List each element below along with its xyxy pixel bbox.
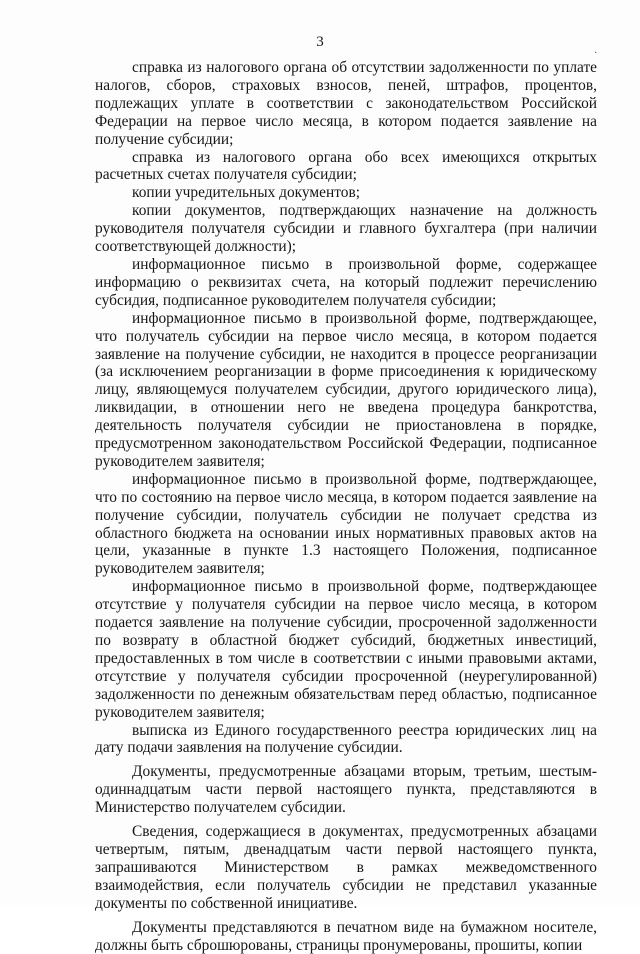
paragraph-bank-accounts-certificate: справка из налогового органа обо всех имеющихся открытых расчетных счетах получателя субсидии; <box>95 148 597 184</box>
page-number: 3 <box>316 34 324 50</box>
paragraph-no-overdue-debt-letter: информационное письмо в произвольной форме, подтверждающее отсутствие у получателя субсидии на первое число месяца, в котором подается заявление на получение субсидии, просроченной задолженности по возврату в областной бюджет субсидий, бюджетных инвестиций, предоставленных в том числе в соответствии с иными правовыми актами, отсутствие у получателя субсидии просроченной (неурегулированной) задолженности по денежным обязательствам перед областью, подписанное руководителем заявителя; <box>95 578 597 721</box>
paragraph-account-details-letter: информационное письмо в произвольной форме, содержащее информацию о реквизитах счета, на который подлежит перечислению субсидия, подписанное руководителем получателя субсидии; <box>95 255 597 309</box>
paragraph-tax-debt-certificate: справка из налогового органа об отсутствии задолженности по уплате налогов, сборов, страховых взносов, пеней, штрафов, процентов, подлежащих уплате в соответствии с законодательством Российской Федерации на первое число месяца, в котором подается заявление на получение субсидии; <box>95 59 597 148</box>
paragraph-appointment-documents: копии документов, подтверждающих назначение на должность руководителя получателя субсидии и главного бухгалтера (при наличии соответствующей должности); <box>95 202 597 256</box>
paragraph-printed-form: Документы представляются в печатном виде на бумажном носителе, должны быть сброшюрованы, страницы пронумерованы, прошиты, копии <box>95 918 597 954</box>
paragraph-regional-budget-letter: информационное письмо в произвольной форме, подтверждающее, что по состоянию на первое число месяца, в котором подается заявление на получение субсидии, получатель субсидии не получает средства из областного бюджета на основании иных нормативных правовых актов на цели, указанные в пункте 1.3 настоящего Положения, подписанное руководителем заявителя; <box>95 470 597 578</box>
scan-speck: · <box>594 48 598 59</box>
document-body <box>95 59 597 954</box>
paragraph-registry-extract: выписка из Единого государственного реестра юридических лиц на дату подачи заявления на получение субсидии. <box>95 721 597 757</box>
paragraph-documents-submitted: Документы, предусмотренные абзацами вторым, третьим, шестым-одиннадцатым части первой настоящего пункта, представляются в Министерство получателем субсидии. <box>95 763 597 817</box>
paragraph-interagency-requests: Сведения, содержащиеся в документах, предусмотренных абзацами четвертым, пятым, двенадцатым части первой настоящего пункта, запрашиваются Министерством в рамках межведомственного взаимодействия, если получатель субсидии не представил указанные документы по собственной инициативе. <box>95 823 597 912</box>
paragraph-founding-documents: копии учредительных документов; <box>132 184 360 202</box>
paragraph-reorganization-letter: информационное письмо в произвольной форме, подтверждающее, что получатель субсидии на первое число месяца, в котором подается заявление на получение субсидии, не находится в процессе реорганизации (за исключением реорганизации в форме присоединения к юридическому лицу, являющемуся получателем субсидии, другого юридического лица), ликвидации, в отношении него не введена процедура банкротства, деятельность получателя субсидии не приостановлена в порядке, предусмотренном законодательством Российской Федерации, подписанное руководителем заявителя; <box>95 309 597 470</box>
